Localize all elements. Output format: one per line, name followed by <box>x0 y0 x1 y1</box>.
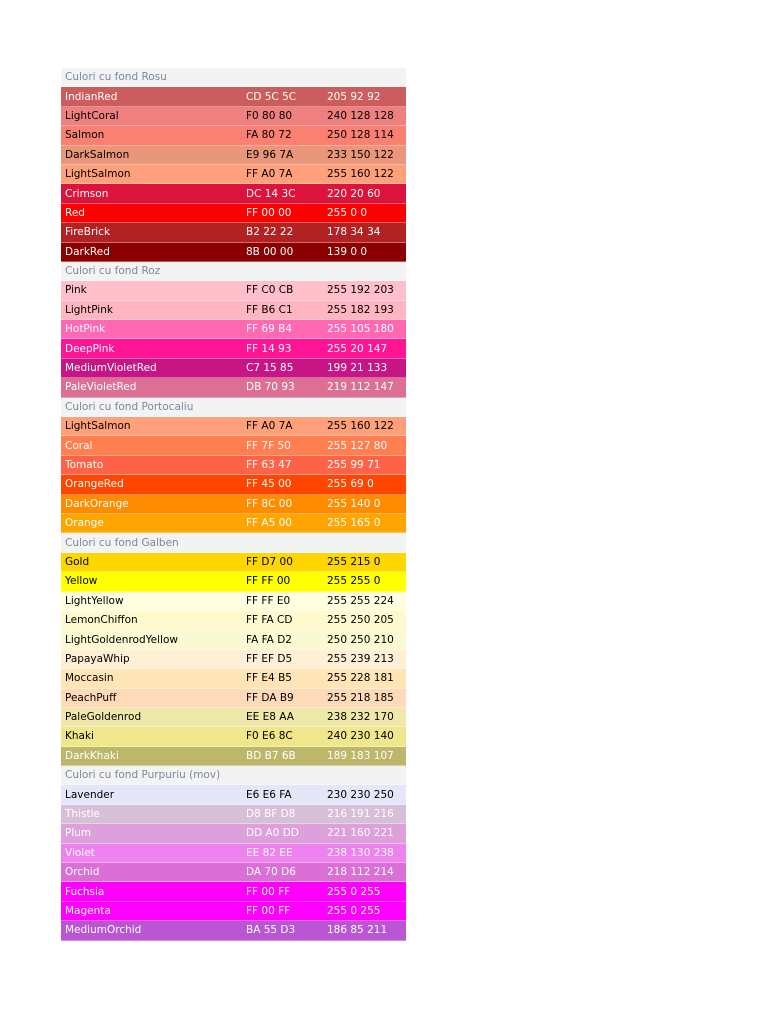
color-name: PeachPuff <box>65 691 117 704</box>
color-rgb: 255 250 205 <box>327 614 394 627</box>
color-row <box>61 553 406 572</box>
color-hex: FA FA D2 <box>246 633 292 646</box>
color-row <box>61 243 406 262</box>
color-row <box>61 146 406 165</box>
color-rgb: 255 20 147 <box>327 342 388 355</box>
color-rgb: 240 128 128 <box>327 109 394 122</box>
color-hex: FF FF 00 <box>246 575 291 588</box>
color-rgb: 255 255 224 <box>327 594 394 607</box>
color-rgb: 189 183 107 <box>327 749 394 762</box>
color-rgb: 255 69 0 <box>327 478 374 491</box>
color-name: MediumVioletRed <box>65 362 157 375</box>
color-row <box>61 436 406 455</box>
color-rgb: 255 127 80 <box>327 439 388 452</box>
color-hex: FF D7 00 <box>246 555 293 568</box>
color-row <box>61 747 406 766</box>
color-hex: F0 E6 8C <box>246 730 293 743</box>
color-rgb: 233 150 122 <box>327 148 394 161</box>
color-rgb: 238 232 170 <box>327 711 394 724</box>
color-name: Violet <box>65 846 95 859</box>
color-row <box>61 844 406 863</box>
color-rgb: 255 182 193 <box>327 303 394 316</box>
color-row <box>61 87 406 106</box>
color-name: LemonChiffon <box>65 614 138 627</box>
color-hex: B2 22 22 <box>246 226 294 239</box>
color-hex: 8B 00 00 <box>246 245 294 258</box>
color-name: Pink <box>65 284 87 297</box>
color-hex: E6 E6 FA <box>246 788 292 801</box>
color-row <box>61 456 406 475</box>
color-rgb: 139 0 0 <box>327 245 368 258</box>
color-row <box>61 650 406 669</box>
color-hex: DC 14 3C <box>246 187 296 200</box>
color-name: LightGoldenrodYellow <box>65 633 178 646</box>
color-rgb: 255 0 255 <box>327 885 381 898</box>
color-name: LightSalmon <box>65 420 131 433</box>
color-hex: BA 55 D3 <box>246 924 296 937</box>
color-row <box>61 320 406 339</box>
color-name: OrangeRed <box>65 478 124 491</box>
color-rgb: 255 239 213 <box>327 652 394 665</box>
color-row <box>61 165 406 184</box>
color-rgb: 199 21 133 <box>327 362 388 375</box>
color-hex: DA 70 D6 <box>246 866 296 879</box>
color-hex: FF A0 7A <box>246 168 293 181</box>
color-name: HotPink <box>65 323 106 336</box>
color-hex: FF FF E0 <box>246 594 291 607</box>
color-name: DarkOrange <box>65 497 129 510</box>
color-row <box>61 882 406 901</box>
section-header: Culori cu fond Rosu <box>61 68 406 87</box>
color-row <box>61 708 406 727</box>
color-row <box>61 301 406 320</box>
color-hex: DD A0 DD <box>246 827 299 840</box>
color-rgb: 255 255 0 <box>327 575 381 588</box>
color-row <box>61 359 406 378</box>
color-hex: FF 8C 00 <box>246 497 293 510</box>
color-rgb: 255 228 181 <box>327 672 394 685</box>
color-hex: EE E8 AA <box>246 711 294 724</box>
color-row <box>61 727 406 746</box>
color-name: Yellow <box>65 575 98 588</box>
color-hex: FF 00 FF <box>246 885 291 898</box>
color-rgb: 230 230 250 <box>327 788 394 801</box>
color-rgb: 250 128 114 <box>327 129 394 142</box>
color-name: Magenta <box>65 904 111 917</box>
color-rgb: 216 191 216 <box>327 808 394 821</box>
color-name: DarkSalmon <box>65 148 130 161</box>
color-hex: FF 63 47 <box>246 459 292 471</box>
section-header: Culori cu fond Purpuriu (mov) <box>61 766 406 785</box>
color-row <box>61 785 406 804</box>
color-rgb: 218 112 214 <box>327 866 394 879</box>
color-hex: FF 7F 50 <box>246 439 291 452</box>
color-hex: F0 80 80 <box>246 109 293 122</box>
color-row <box>61 204 406 223</box>
color-hex: E9 96 7A <box>246 148 294 161</box>
color-name: DarkRed <box>65 245 110 258</box>
color-row <box>61 223 406 242</box>
color-row <box>61 417 406 436</box>
color-name: Fuchsia <box>65 885 105 898</box>
color-name: Crimson <box>65 187 109 200</box>
color-rgb: 255 165 0 <box>327 517 381 530</box>
color-name: Khaki <box>65 730 94 743</box>
color-hex: FF 14 93 <box>246 342 292 355</box>
section-header: Culori cu fond Portocaliu <box>61 398 406 417</box>
color-hex: FF 45 00 <box>246 478 292 491</box>
color-name: IndianRed <box>65 90 118 103</box>
color-name: Plum <box>65 827 92 840</box>
color-row <box>61 184 406 203</box>
color-rgb: 205 92 92 <box>327 90 381 103</box>
color-name: Thistle <box>65 808 100 821</box>
section-header: Culori cu fond Roz <box>61 262 406 281</box>
color-rgb: 255 160 122 <box>327 420 394 433</box>
color-row <box>61 495 406 514</box>
color-name: Gold <box>65 555 90 568</box>
color-rgb: 178 34 34 <box>327 226 381 239</box>
color-rgb: 255 0 255 <box>327 904 381 917</box>
color-table <box>61 68 406 941</box>
color-hex: FA 80 72 <box>246 129 292 142</box>
color-hex: C7 15 85 <box>246 362 294 375</box>
color-hex: DB 70 93 <box>246 381 295 394</box>
color-rgb: 186 85 211 <box>327 924 388 937</box>
color-name: LightYellow <box>65 594 124 607</box>
color-name: Tomato <box>65 459 104 471</box>
color-hex: FF 00 00 <box>246 206 292 219</box>
color-name: LightCoral <box>65 109 119 122</box>
color-row <box>61 689 406 708</box>
color-row <box>61 475 406 494</box>
color-rgb: 255 215 0 <box>327 555 381 568</box>
color-rgb: 220 20 60 <box>327 187 381 200</box>
color-row <box>61 902 406 921</box>
color-row <box>61 126 406 145</box>
color-hex: FF 69 B4 <box>246 323 292 336</box>
color-hex: FF FA CD <box>246 614 293 627</box>
color-hex: FF B6 C1 <box>246 303 293 316</box>
color-hex: EE 82 EE <box>246 846 293 859</box>
color-hex: FF DA B9 <box>246 691 294 704</box>
color-row <box>61 611 406 630</box>
color-rgb: 255 192 203 <box>327 284 394 297</box>
color-name: Lavender <box>65 788 115 801</box>
color-name: Red <box>65 206 85 219</box>
color-row <box>61 592 406 611</box>
color-name: PaleVioletRed <box>65 381 137 394</box>
color-hex: FF E4 B5 <box>246 672 292 685</box>
color-name: LightSalmon <box>65 168 131 181</box>
color-rgb: 221 160 221 <box>327 827 394 840</box>
color-name: MediumOrchid <box>65 924 142 937</box>
color-name: Orange <box>65 517 104 530</box>
color-hex: FF 00 FF <box>246 904 291 917</box>
color-name: PaleGoldenrod <box>65 711 142 724</box>
section-header: Culori cu fond Galben <box>61 533 406 552</box>
color-hex: CD 5C 5C <box>246 90 297 103</box>
color-row <box>61 107 406 126</box>
color-hex: FF C0 CB <box>246 284 294 297</box>
color-row <box>61 630 406 649</box>
color-rgb: 255 218 185 <box>327 691 394 704</box>
color-hex: FF EF D5 <box>246 652 293 665</box>
color-rgb: 255 105 180 <box>327 323 394 336</box>
color-row <box>61 921 406 940</box>
color-hex: D8 BF D8 <box>246 808 296 821</box>
color-name: Salmon <box>65 129 105 142</box>
color-name: LightPink <box>65 303 113 316</box>
color-name: DeepPink <box>65 342 115 355</box>
color-hex: FF A0 7A <box>246 420 293 433</box>
color-row <box>61 572 406 591</box>
color-rgb: 255 140 0 <box>327 497 381 510</box>
color-rgb: 240 230 140 <box>327 730 394 743</box>
color-hex: BD B7 6B <box>246 749 296 762</box>
color-name: Orchid <box>65 866 100 879</box>
color-rgb: 238 130 238 <box>327 846 394 859</box>
color-row <box>61 339 406 358</box>
color-name: FireBrick <box>65 226 111 239</box>
color-rgb: 250 250 210 <box>327 633 394 646</box>
color-name: PapayaWhip <box>65 652 130 665</box>
color-rgb: 219 112 147 <box>327 381 394 394</box>
color-row <box>61 281 406 300</box>
color-rgb: 255 99 71 <box>327 459 381 471</box>
color-row <box>61 669 406 688</box>
color-rgb: 255 0 0 <box>327 206 368 219</box>
color-row <box>61 805 406 824</box>
color-name: Coral <box>65 439 93 452</box>
color-row <box>61 514 406 533</box>
color-row <box>61 378 406 397</box>
color-row <box>61 824 406 843</box>
color-name: DarkKhaki <box>65 749 119 762</box>
color-hex: FF A5 00 <box>246 517 292 530</box>
color-rgb: 255 160 122 <box>327 168 394 181</box>
color-name: Moccasin <box>65 672 114 685</box>
color-row <box>61 863 406 882</box>
